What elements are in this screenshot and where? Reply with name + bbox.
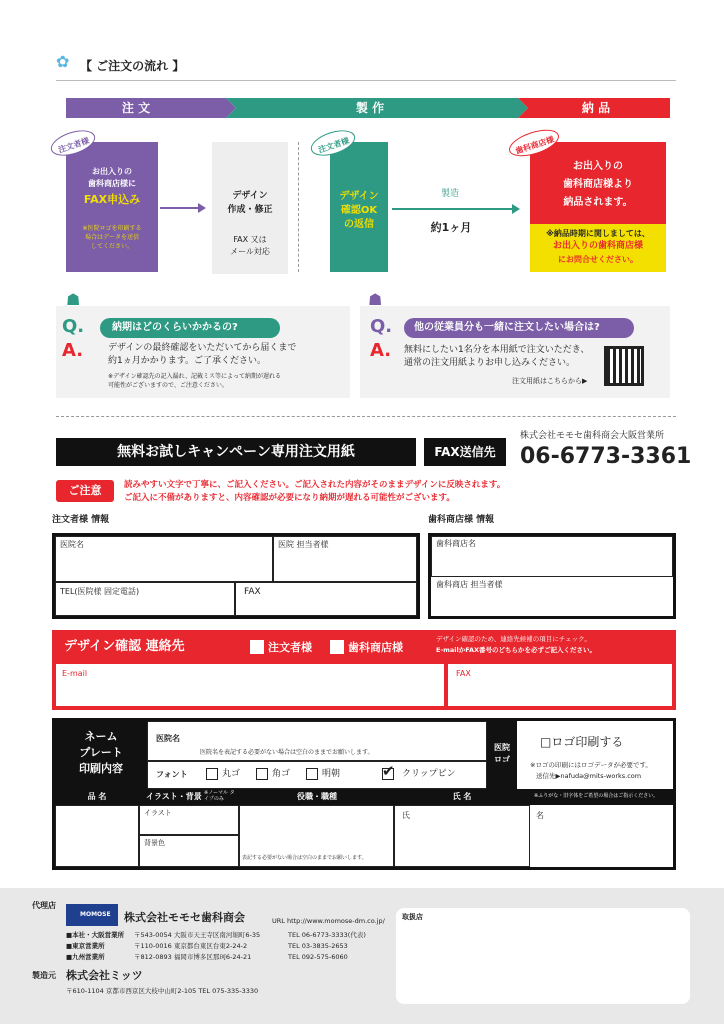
email-field[interactable] [56, 664, 444, 706]
col-illust-note: ※ノーマル タイプのみ [204, 790, 235, 802]
font-mincho: 明朝 [322, 769, 341, 779]
manufacture-label: 製造 [440, 189, 459, 199]
fax-field-label: FAX [244, 587, 261, 597]
stage1-action: FAX申込み [83, 193, 141, 206]
stage4-line1: お出入りの [573, 161, 623, 172]
stage1-note3: してください。 [90, 243, 133, 250]
stage1-badge: 注文者様 [48, 125, 99, 160]
stage4-line2: 歯科商店様より [563, 179, 633, 190]
plate-clinic-note: 医院名を表記する必要がない場合は空白のままでお願いします。 [200, 749, 374, 756]
phase-make: 製 作 [355, 101, 385, 115]
shop-stamp-box[interactable] [396, 908, 690, 1004]
col-product: 品 名 [87, 792, 107, 801]
maker-addr: 〒610-1104 京都市西京区大枝中山町2-105 TEL 075-335-3330 [66, 987, 259, 995]
stage2-note1: FAX 又は [233, 235, 267, 244]
stage4-badge: 歯科商店様 [506, 125, 562, 162]
dealer-name-label: 歯科商店名 [436, 539, 476, 548]
office3-name: ■九州営業所 [66, 953, 105, 961]
design-fax-label: FAX [456, 669, 471, 678]
arrow-right-icon [392, 203, 520, 215]
faq2-answer2: 通常の注文用紙よりお申し込みください。 [404, 358, 576, 368]
stage3-line3: の返信 [344, 219, 374, 230]
phase-deliver: 納 品 [581, 101, 611, 115]
office3-addr: 〒812-0893 福岡市博多区那珂6-24-21 [134, 953, 252, 961]
logo-label2: ロゴ [494, 755, 510, 764]
bg-color-label: 背景色 [144, 839, 165, 847]
manufacture-duration: 約1ヶ月 [430, 221, 472, 234]
email-label: E-mail [62, 669, 88, 678]
qr-code-icon[interactable] [604, 346, 644, 386]
office1-tel: TEL 06-6773-3333(代表) [288, 931, 366, 939]
tooth-icon: ☗ [368, 290, 383, 309]
plate-label3: 印刷内容 [79, 762, 123, 775]
stage4-note2: お出入りの歯科商店様 [552, 241, 643, 251]
faq1-answer2: 約1ヵ月かかります。ご了承ください。 [108, 356, 267, 366]
sei-label: 氏 [402, 811, 410, 820]
company-name: 株式会社モモセ歯科商会大阪営業所 [520, 431, 665, 441]
fax-field[interactable] [235, 582, 417, 616]
stage-divider [298, 142, 299, 272]
design-fax-field[interactable] [448, 664, 672, 706]
faq1-note2: 可能性がございますので、ご注意ください。 [108, 382, 228, 389]
faq2-link[interactable]: 注文用紙はこちらから▶ [512, 377, 588, 385]
fax-number: 06-6773-3361 [520, 444, 692, 469]
agent-label: 代理店 [32, 901, 56, 910]
stage4-line3: 納品されます。 [563, 197, 633, 208]
arrow-right-icon [160, 202, 206, 214]
office2-name: ■東京営業所 [66, 942, 105, 950]
font-checkbox-mincho[interactable] [306, 768, 318, 780]
mei-label: 名 [536, 811, 544, 820]
shop-label: 取扱店 [402, 913, 423, 921]
stage1-note1: ※医院ロゴを印刷する [82, 225, 142, 232]
faq2-answer1: 無料にしたい1名分を本用紙で注文いただき、 [404, 345, 590, 355]
stage1-note2: 場合はデータを送信 [84, 234, 139, 241]
font-checkbox-maru[interactable] [206, 768, 218, 780]
font-clip: クリップピン [402, 769, 456, 779]
design-note2: E-mailかFAX番号のどちらかを必ずご記入ください。 [436, 646, 596, 654]
sei-cell[interactable] [394, 805, 530, 867]
office3-tel: TEL 092-575-6060 [288, 953, 348, 961]
check-mark-icon: ✔ [382, 762, 395, 780]
caution-label: ご注意 [68, 484, 102, 497]
col-role: 役職・職種 [297, 792, 337, 801]
fax-label: FAX送信先 [434, 445, 496, 459]
stage3-line1: デザイン [339, 191, 379, 202]
stage3-badge: 注文者様 [308, 125, 359, 160]
faq1-question: 納期はどのくらいかかるの? [112, 322, 238, 333]
phase-order: 注 文 [121, 101, 151, 115]
font-label: フォント [156, 770, 188, 779]
opt-dealer-label: 歯科商店様 [348, 641, 403, 654]
font-kaku: 角ゴ [272, 769, 291, 779]
checkbox-orderer[interactable] [250, 640, 264, 654]
col-name: 氏 名 [452, 792, 472, 801]
orderer-heading: 注文者様 情報 [52, 515, 110, 525]
col-name-note: ※ふりがな・旧字体をご希望の場合はご指示ください。 [534, 793, 659, 799]
tooth-icon: ☗ [66, 290, 81, 309]
logo-label1: 医院 [494, 743, 510, 752]
stage2-note2: メール対応 [230, 247, 270, 256]
plate-label1: ネーム [84, 730, 118, 743]
col-illust: イラスト・背景 [146, 792, 202, 801]
stage2-line1: デザイン [232, 191, 268, 201]
logo-text: MOMOSE [80, 911, 111, 918]
stage2-line2: 作成・修正 [227, 205, 273, 215]
office1-addr: 〒543-0054 大阪市天王寺区南河堀町6-35 [134, 931, 261, 939]
design-contact-title: デザイン確認 連絡先 [64, 639, 185, 654]
office1-name: ■本社・大阪営業所 [66, 931, 125, 939]
font-checkbox-kaku[interactable] [256, 768, 268, 780]
flow-heading: 【 ご注文の流れ 】 [80, 59, 185, 73]
form-title: 無料お試しキャンペーン専用注文用紙 [117, 444, 355, 460]
faq1-a: A. [62, 340, 84, 361]
role-note: 表記する必要がない場合は空白のままでお願いします。 [242, 855, 367, 861]
dealer-contact-label: 歯科商店 担当者様 [436, 580, 503, 589]
faq1-q: Q. [62, 316, 85, 337]
tel-label: TEL(医院様 固定電話) [60, 587, 140, 596]
logo-note2: 送信先▶nafuda@mits-works.com [536, 772, 642, 780]
footer-url[interactable]: URL http://www.momose-dm.co.jp/ [272, 917, 385, 925]
faq1-note1: ※デザイン確認先の記入漏れ、記載ミス等によって納期が遅れる [108, 373, 281, 380]
illust-label: イラスト [144, 809, 172, 817]
section-separator [56, 416, 676, 417]
stage1-line2: 歯科商店様に [88, 179, 136, 188]
stage3-line2: 確認OK [340, 205, 378, 216]
office2-addr: 〒110-0016 東京都台東区台東2-24-2 [134, 942, 248, 950]
opt-orderer-label: 注文者様 [268, 641, 312, 654]
caution-line1: 読みやすい文字で丁寧に、ご記入ください。ご記入された内容がそのままデザインに反映されます。 [124, 480, 506, 490]
footer-company: 株式会社モモセ歯科商会 [124, 911, 245, 924]
product-cell[interactable] [55, 805, 139, 867]
clinic-contact-label: 医院 担当者様 [278, 540, 329, 549]
faq2-a: A. [370, 340, 392, 361]
heading-rule [56, 80, 676, 81]
design-note1: デザイン確認のため、連絡先候補の項目にチェック。 [436, 635, 591, 643]
clinic-name-field[interactable] [55, 536, 273, 582]
maker-name: 株式会社ミッツ [66, 969, 143, 982]
caution-line2: ご記入に不備がありますと、内容確認が必要になり納期が遅れる可能性がございます。 [124, 493, 455, 503]
logo-note1: ※ロゴの印刷にはロゴデータが必要です。 [530, 761, 652, 769]
stage4-note3: にお問合せください。 [558, 255, 638, 264]
faq2-q: Q. [370, 316, 393, 337]
faq1-answer1: デザインの最終確認をいただいてから届くまで [108, 343, 297, 353]
stage1-box [66, 142, 158, 272]
stage4-note1: ※納品時期に関しましては、 [546, 229, 650, 238]
logo-print-option[interactable]: □ロゴ印刷する [540, 735, 624, 749]
maker-label: 製造元 [32, 971, 56, 980]
plate-label2: プレート [79, 746, 123, 759]
dealer-heading: 歯科商店様 情報 [428, 515, 495, 525]
office2-tel: TEL 03-3835-2653 [288, 942, 348, 950]
clinic-name-label: 医院名 [60, 540, 84, 549]
checkbox-dealer[interactable] [330, 640, 344, 654]
stage1-line1: お出入りの [92, 167, 132, 176]
faq2-question: 他の従業員分も一緒に注文したい場合は? [414, 322, 600, 333]
tooth-icon: ✿ [56, 52, 70, 71]
plate-clinic-label: 医院名 [156, 734, 180, 743]
font-maru: 丸ゴ [222, 769, 241, 779]
